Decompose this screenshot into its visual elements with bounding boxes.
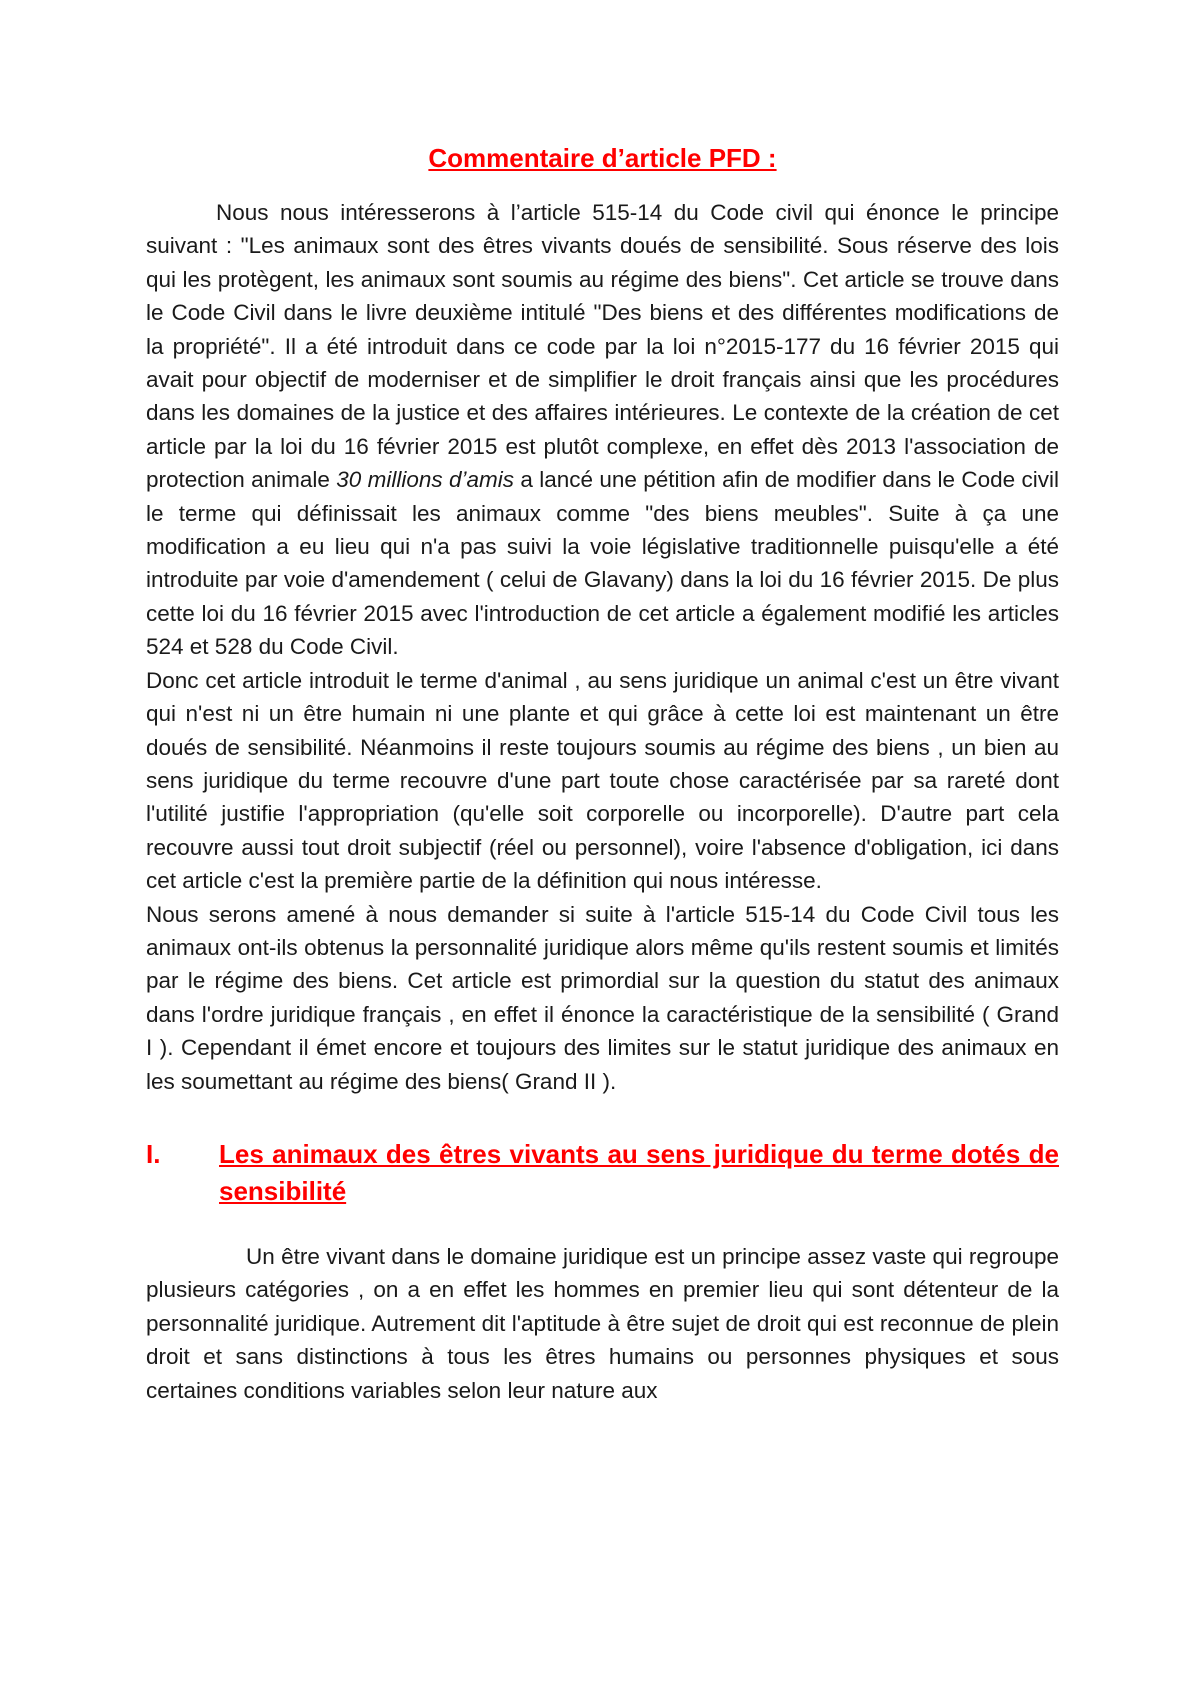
section-number: I. [146, 1138, 161, 1169]
intro-paragraph-1-italic: 30 millions d’amis [336, 467, 515, 493]
section-title: Les animaux des êtres vivants au sens juridique du terme dotés de sensibilité [219, 1138, 1059, 1206]
intro-paragraph-1 [146, 196, 1059, 664]
document-title: Commentaire d’article PFD : [428, 143, 777, 173]
document-page [146, 140, 1059, 1407]
section-1-paragraph-1: Un être vivant dans le domaine juridique est un principe assez vaste qui regroupe plusieurs catégories , on a en effet les hommes en premier lieu qui sont détenteur de la personnalité juridique. Autrement dit l'aptitude à être sujet de droit qui est reconnue de plein droit et sans distinctions à tous les êtres humains ou personnes physiques et sous certaines conditions variables selon leur nature aux [146, 1243, 1059, 1403]
intro-paragraph-3: Nous serons amené à nous demander si suite à l'article 515-14 du Code Civil tous les animaux ont-ils obtenus la personnalité juridique alors même qu'ils restent soumis et limités par le régime des biens. Cet article est primordial sur la question du statut des animaux dans l'ordre juridique français , en effet il énonce la caractéristique de la sensibilité ( Grand I ). Cependant il émet encore et toujours des limites sur le statut juridique des animaux en les soumettant au régime des biens( Grand II ). [146, 901, 1059, 1094]
intro-paragraph-1-continuation: a lancé une pétition afin de modifier dans le Code civil le terme qui définissait les animaux comme "des biens meubles". Suite à ça une modification a eu lieu qui n'a pas suivi la voie législative traditionnelle puisqu'elle a été introduite par voie d'amendement ( celui de Glavany) dans la loi du 16 février 2015. De plus cette loi du 16 février 2015 avec l'introduction de cet article a également modifié les articles 524 et 528 du Code Civil. [146, 467, 1060, 660]
section-heading-1 [146, 1136, 1059, 1210]
intro-paragraph-1-text: Nous nous intéresserons à l’article 515-14 du Code civil qui énonce le principe suivant : "Les animaux sont des êtres vivants doués de sensibilité. Sous réserve des lois qui les protègent, les animaux sont soumis au régime des biens". Cet article se trouve dans le Code Civil dans le livre deuxième intitulé "Des biens et des différentes modifications de la propriété". Il a été introduit dans ce code par la loi n°2015-177 du 16 février 2015 qui avait pour objectif de moderniser et de simplifier le droit français ainsi que les procédures dans les domaines de la justice et des affaires intérieures. Le contexte de la création de cet article par la loi du 16 février 2015 est plutôt complexe, en effet dès 2013 l'association de protection animale [146, 200, 1059, 493]
intro-paragraph-2: Donc cet article introduit le terme d'animal , au sens juridique un animal c'est un être vivant qui n'est ni un être humain ni une plante et qui grâce à cette loi est maintenant un être doués de sensibilité. Néanmoins il reste toujours soumis au régime des biens , un bien au sens juridique du terme recouvre d'une part toute chose caractérisée par sa rareté dont l'utilité justifie l'appropriation (qu'elle soit corporelle ou incorporelle). D'autre part cela recouvre aussi tout droit subjectif (réel ou personnel), voire l'absence d'obligation, ici dans cet article c'est la première partie de la définition qui nous intéresse. [146, 667, 1059, 894]
